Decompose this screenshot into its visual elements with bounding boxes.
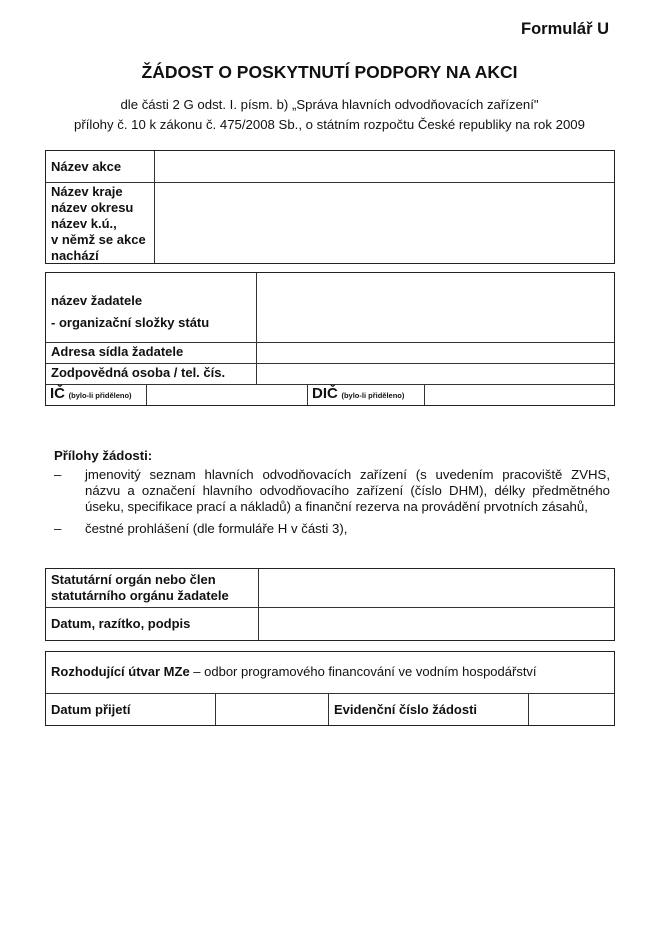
dic-label xyxy=(312,386,404,404)
dic-note: (bylo-li přiděleno) xyxy=(341,391,405,400)
applicant-name-field[interactable] xyxy=(257,273,614,342)
attachment-item xyxy=(54,521,610,539)
deciding-office-rest: – odbor programového financování ve vodním hospodářství xyxy=(189,664,537,679)
received-date-label: Datum přijetí xyxy=(51,702,131,717)
deciding-office-bold: Rozhodující útvar MZe xyxy=(51,664,190,679)
address-label: Adresa sídla žadatele xyxy=(51,344,184,359)
deciding-office-label xyxy=(51,664,611,680)
location-label xyxy=(51,184,151,264)
column-divider xyxy=(307,384,308,405)
statutory-label-line1: Statutární orgán nebo člen xyxy=(51,572,216,587)
registration-number-label: Evidenční číslo žádosti xyxy=(334,702,478,717)
date-stamp-signature-field[interactable] xyxy=(259,608,614,640)
registration-number-field[interactable] xyxy=(529,694,614,725)
contact-label: Zodpovědná osoba / tel. čís. xyxy=(51,365,226,380)
office-table xyxy=(45,651,615,726)
action-name-label: Název akce xyxy=(51,159,122,174)
subtitle-line-2: přílohy č. 10 k zákonu č. 475/2008 Sb., o státním rozpočtu České republiky na rok 2009 xyxy=(74,117,585,132)
subtitle-line-1: dle části 2 G odst. I. písm. b) „Správa hlavních odvodňovacích zařízení" xyxy=(120,97,539,112)
location-label-line: nachází xyxy=(51,248,99,263)
attachment-line: úseku, specifikace prací a nákladů) a finanční rezerva na provádění prvotních zásahů, xyxy=(85,499,588,514)
document-title: ŽÁDOST O POSKYTNUTÍ PODPORY NA AKCI xyxy=(141,62,518,82)
applicant-table xyxy=(45,272,615,406)
form-identifier: Formulář U xyxy=(520,20,609,38)
statutory-label-line2: statutárního orgánu žadatele xyxy=(51,588,229,603)
attachment-text xyxy=(85,521,610,537)
signature-table xyxy=(45,568,615,641)
ic-label xyxy=(50,386,132,404)
dash-bullet-icon: – xyxy=(54,467,62,482)
applicant-name-label-line1: název žadatele xyxy=(51,293,143,308)
attachment-line: jmenovitý seznam hlavních odvodňovacích zařízení (s uvedením pracoviště ZVHS, xyxy=(85,467,610,482)
location-label-line: v němž se akce xyxy=(51,232,146,247)
attachment-line: názvu a označení hlavního odvodňovacího zařízení (číslo DHM), délky předmětného xyxy=(85,483,610,498)
received-date-field[interactable] xyxy=(216,694,328,725)
ic-note: (bylo-li přiděleno) xyxy=(68,391,132,400)
applicant-name-label xyxy=(51,293,209,331)
attachment-line: čestné prohlášení (dle formuláře H v části 3), xyxy=(85,521,348,536)
applicant-name-label-line2: - organizační složky státu xyxy=(51,315,210,330)
ic-field[interactable] xyxy=(147,385,307,405)
statutory-label xyxy=(51,572,229,604)
attachment-item xyxy=(54,467,610,517)
dash-bullet-icon: – xyxy=(54,521,62,536)
ic-label-text: IČ xyxy=(50,385,65,402)
location-field[interactable] xyxy=(155,183,614,263)
action-name-field[interactable] xyxy=(155,151,614,182)
contact-field[interactable] xyxy=(257,364,614,384)
action-table xyxy=(45,150,615,264)
attachment-text xyxy=(85,467,610,515)
address-field[interactable] xyxy=(257,343,614,363)
statutory-field[interactable] xyxy=(259,569,614,607)
location-label-line: název okresu xyxy=(51,200,134,215)
dic-label-text: DIČ xyxy=(312,385,338,402)
attachments-title: Přílohy žádosti: xyxy=(54,448,153,463)
date-stamp-signature-label: Datum, razítko, podpis xyxy=(51,616,191,631)
column-divider xyxy=(328,693,329,725)
dic-field[interactable] xyxy=(425,385,614,405)
location-label-line: název k.ú., xyxy=(51,216,117,231)
location-label-line: Název kraje xyxy=(51,184,123,199)
